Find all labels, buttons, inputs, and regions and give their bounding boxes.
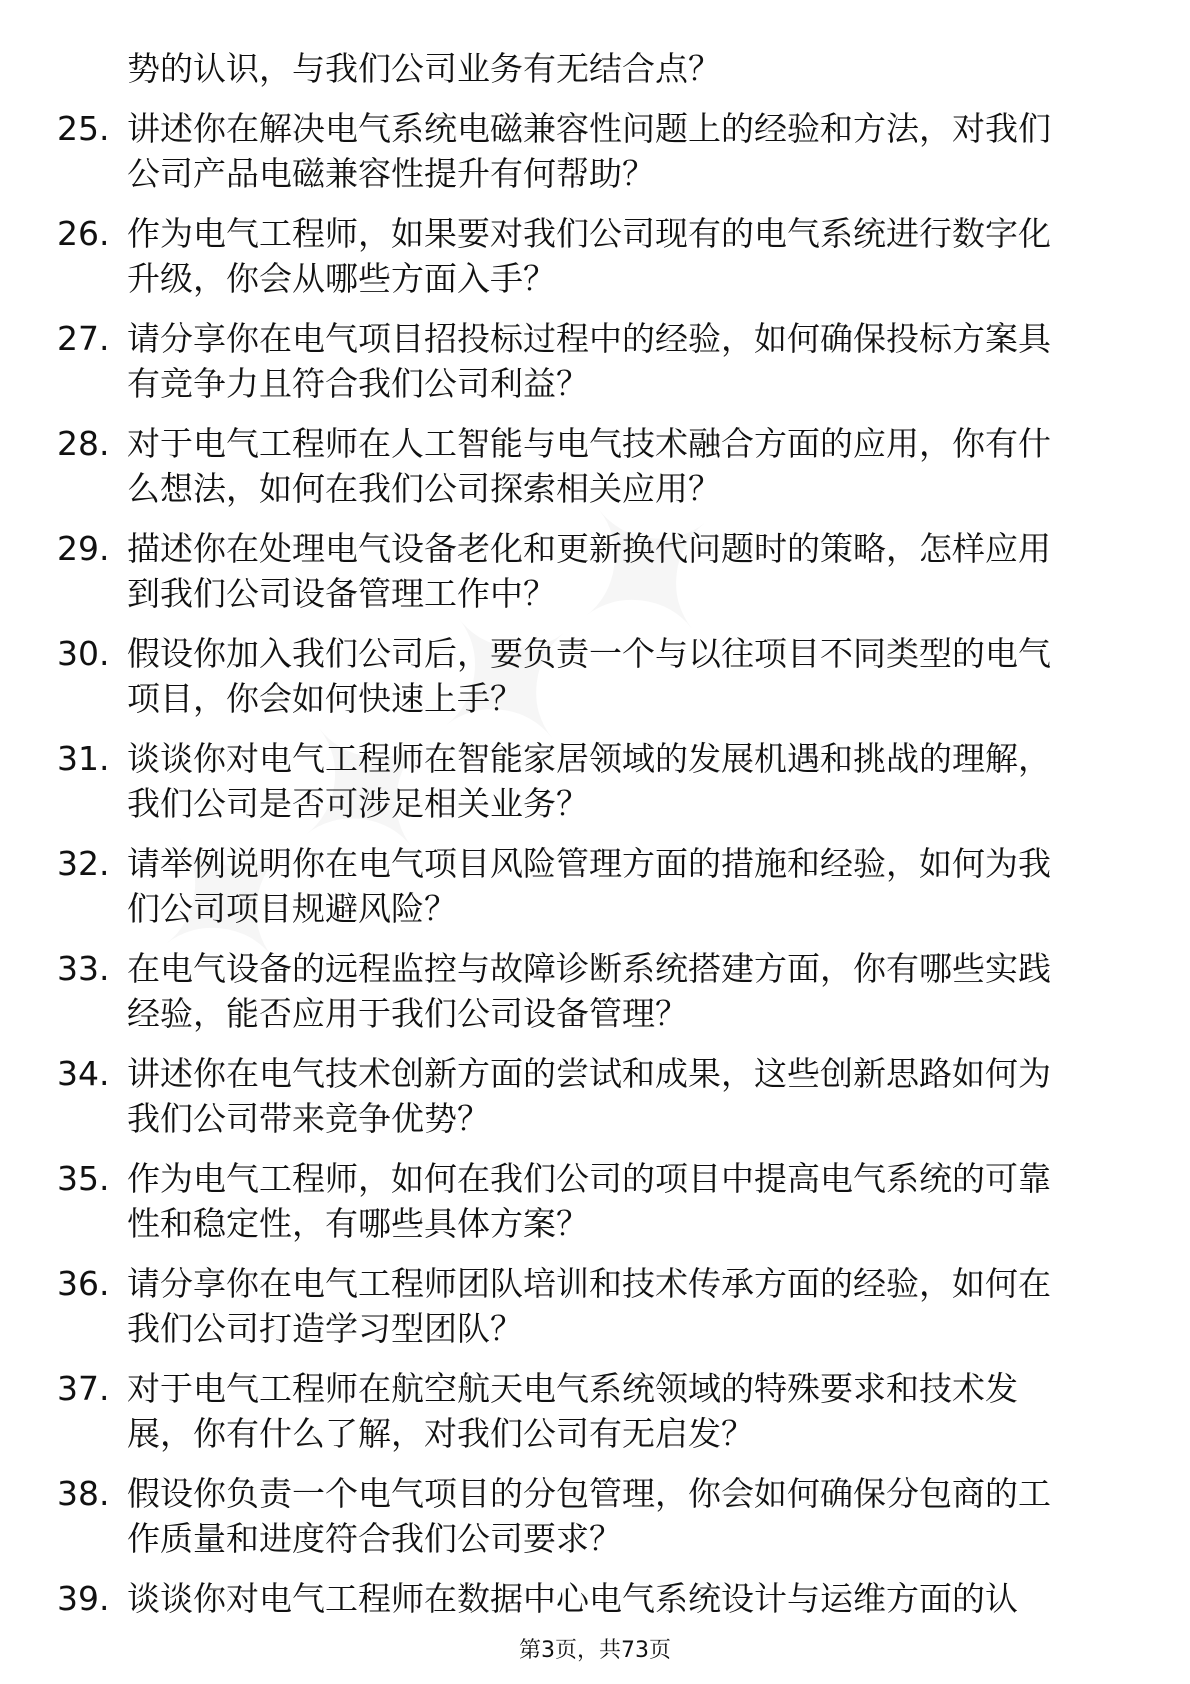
question-item bbox=[0, 736, 1190, 826]
question-text bbox=[0, 1261, 1190, 1351]
question-line: 展，你有什么了解，对我们公司有无启发？ bbox=[127, 1414, 754, 1453]
question-number: 31. bbox=[57, 739, 110, 778]
question-line: 对于电气工程师在航空航天电气系统领域的特殊要求和技术发 bbox=[127, 1369, 1018, 1408]
question-line: 作为电气工程师，如果要对我们公司现有的电气系统进行数字化 bbox=[127, 214, 1051, 253]
question-text bbox=[0, 106, 1190, 196]
question-item bbox=[0, 1471, 1190, 1561]
question-number: 30. bbox=[57, 634, 110, 673]
question-number: 28. bbox=[57, 424, 110, 463]
question-line: 讲述你在电气技术创新方面的尝试和成果，这些创新思路如何为 bbox=[127, 1054, 1051, 1093]
question-item bbox=[0, 841, 1190, 931]
question-number: 35. bbox=[57, 1159, 110, 1198]
question-line: 项目，你会如何快速上手？ bbox=[127, 679, 523, 718]
question-line: 谈谈你对电气工程师在数据中心电气系统设计与运维方面的认 bbox=[127, 1579, 1018, 1618]
question-line: 假设你负责一个电气项目的分包管理，你会如何确保分包商的工 bbox=[127, 1474, 1051, 1513]
question-item bbox=[0, 1261, 1190, 1351]
question-item bbox=[0, 211, 1190, 301]
question-text bbox=[0, 1156, 1190, 1246]
question-line: 么想法，如何在我们公司探索相关应用？ bbox=[127, 469, 721, 508]
question-line: 经验，能否应用于我们公司设备管理？ bbox=[127, 994, 688, 1033]
question-line: 谈谈你对电气工程师在智能家居领域的发展机遇和挑战的理解， bbox=[127, 739, 1051, 778]
question-line: 对于电气工程师在人工智能与电气技术融合方面的应用，你有什 bbox=[127, 424, 1051, 463]
question-number: 39. bbox=[57, 1579, 110, 1618]
question-number: 36. bbox=[57, 1264, 110, 1303]
question-number: 25. bbox=[57, 109, 110, 148]
question-text bbox=[0, 1471, 1190, 1561]
question-line: 有竞争力且符合我们公司利益？ bbox=[127, 364, 589, 403]
question-text bbox=[0, 946, 1190, 1036]
question-text bbox=[0, 211, 1190, 301]
page-footer: 第3页，共73页 bbox=[519, 1638, 671, 1663]
question-line: 们公司项目规避风险？ bbox=[127, 889, 457, 928]
question-number: 33. bbox=[57, 949, 110, 988]
continuation-line: 势的认识，与我们公司业务有无结合点？ bbox=[127, 49, 721, 88]
question-item bbox=[0, 316, 1190, 406]
question-line: 讲述你在解决电气系统电磁兼容性问题上的经验和方法，对我们 bbox=[127, 109, 1051, 148]
question-line: 请分享你在电气工程师团队培训和技术传承方面的经验，如何在 bbox=[127, 1264, 1051, 1303]
question-line: 升级，你会从哪些方面入手？ bbox=[127, 259, 556, 298]
question-item bbox=[0, 946, 1190, 1036]
question-item bbox=[0, 106, 1190, 196]
question-line: 请分享你在电气项目招投标过程中的经验，如何确保投标方案具 bbox=[127, 319, 1051, 358]
question-number: 26. bbox=[57, 214, 110, 253]
question-number: 34. bbox=[57, 1054, 110, 1093]
question-number: 37. bbox=[57, 1369, 110, 1408]
question-item bbox=[0, 526, 1190, 616]
question-line: 公司产品电磁兼容性提升有何帮助？ bbox=[127, 154, 655, 193]
question-item bbox=[0, 1576, 1190, 1621]
question-number: 27. bbox=[57, 319, 110, 358]
question-line: 描述你在处理电气设备老化和更新换代问题时的策略，怎样应用 bbox=[127, 529, 1051, 568]
question-text bbox=[0, 1366, 1190, 1456]
question-text bbox=[0, 421, 1190, 511]
question-text bbox=[0, 1576, 1190, 1621]
question-line: 作质量和进度符合我们公司要求？ bbox=[127, 1519, 622, 1558]
question-text bbox=[0, 841, 1190, 931]
question-line: 我们公司是否可涉足相关业务？ bbox=[127, 784, 589, 823]
question-text bbox=[0, 1051, 1190, 1141]
question-text bbox=[0, 316, 1190, 406]
question-line: 在电气设备的远程监控与故障诊断系统搭建方面，你有哪些实践 bbox=[127, 949, 1051, 988]
question-item bbox=[0, 421, 1190, 511]
question-line: 我们公司带来竞争优势？ bbox=[127, 1099, 490, 1138]
question-text bbox=[0, 526, 1190, 616]
question-number: 38. bbox=[57, 1474, 110, 1513]
question-item bbox=[0, 631, 1190, 721]
question-line: 作为电气工程师，如何在我们公司的项目中提高电气系统的可靠 bbox=[127, 1159, 1051, 1198]
question-item bbox=[0, 1051, 1190, 1141]
question-line: 假设你加入我们公司后，要负责一个与以往项目不同类型的电气 bbox=[127, 634, 1051, 673]
question-item bbox=[0, 1366, 1190, 1456]
question-item bbox=[0, 1156, 1190, 1246]
question-list bbox=[0, 46, 1190, 1621]
question-number: 29. bbox=[57, 529, 110, 568]
question-text bbox=[0, 736, 1190, 826]
question-line: 到我们公司设备管理工作中？ bbox=[127, 574, 556, 613]
question-line: 我们公司打造学习型团队？ bbox=[127, 1309, 523, 1348]
question-text bbox=[0, 631, 1190, 721]
question-line: 请举例说明你在电气项目风险管理方面的措施和经验，如何为我 bbox=[127, 844, 1051, 883]
question-number: 32. bbox=[57, 844, 110, 883]
question-line: 性和稳定性，有哪些具体方案？ bbox=[127, 1204, 589, 1243]
